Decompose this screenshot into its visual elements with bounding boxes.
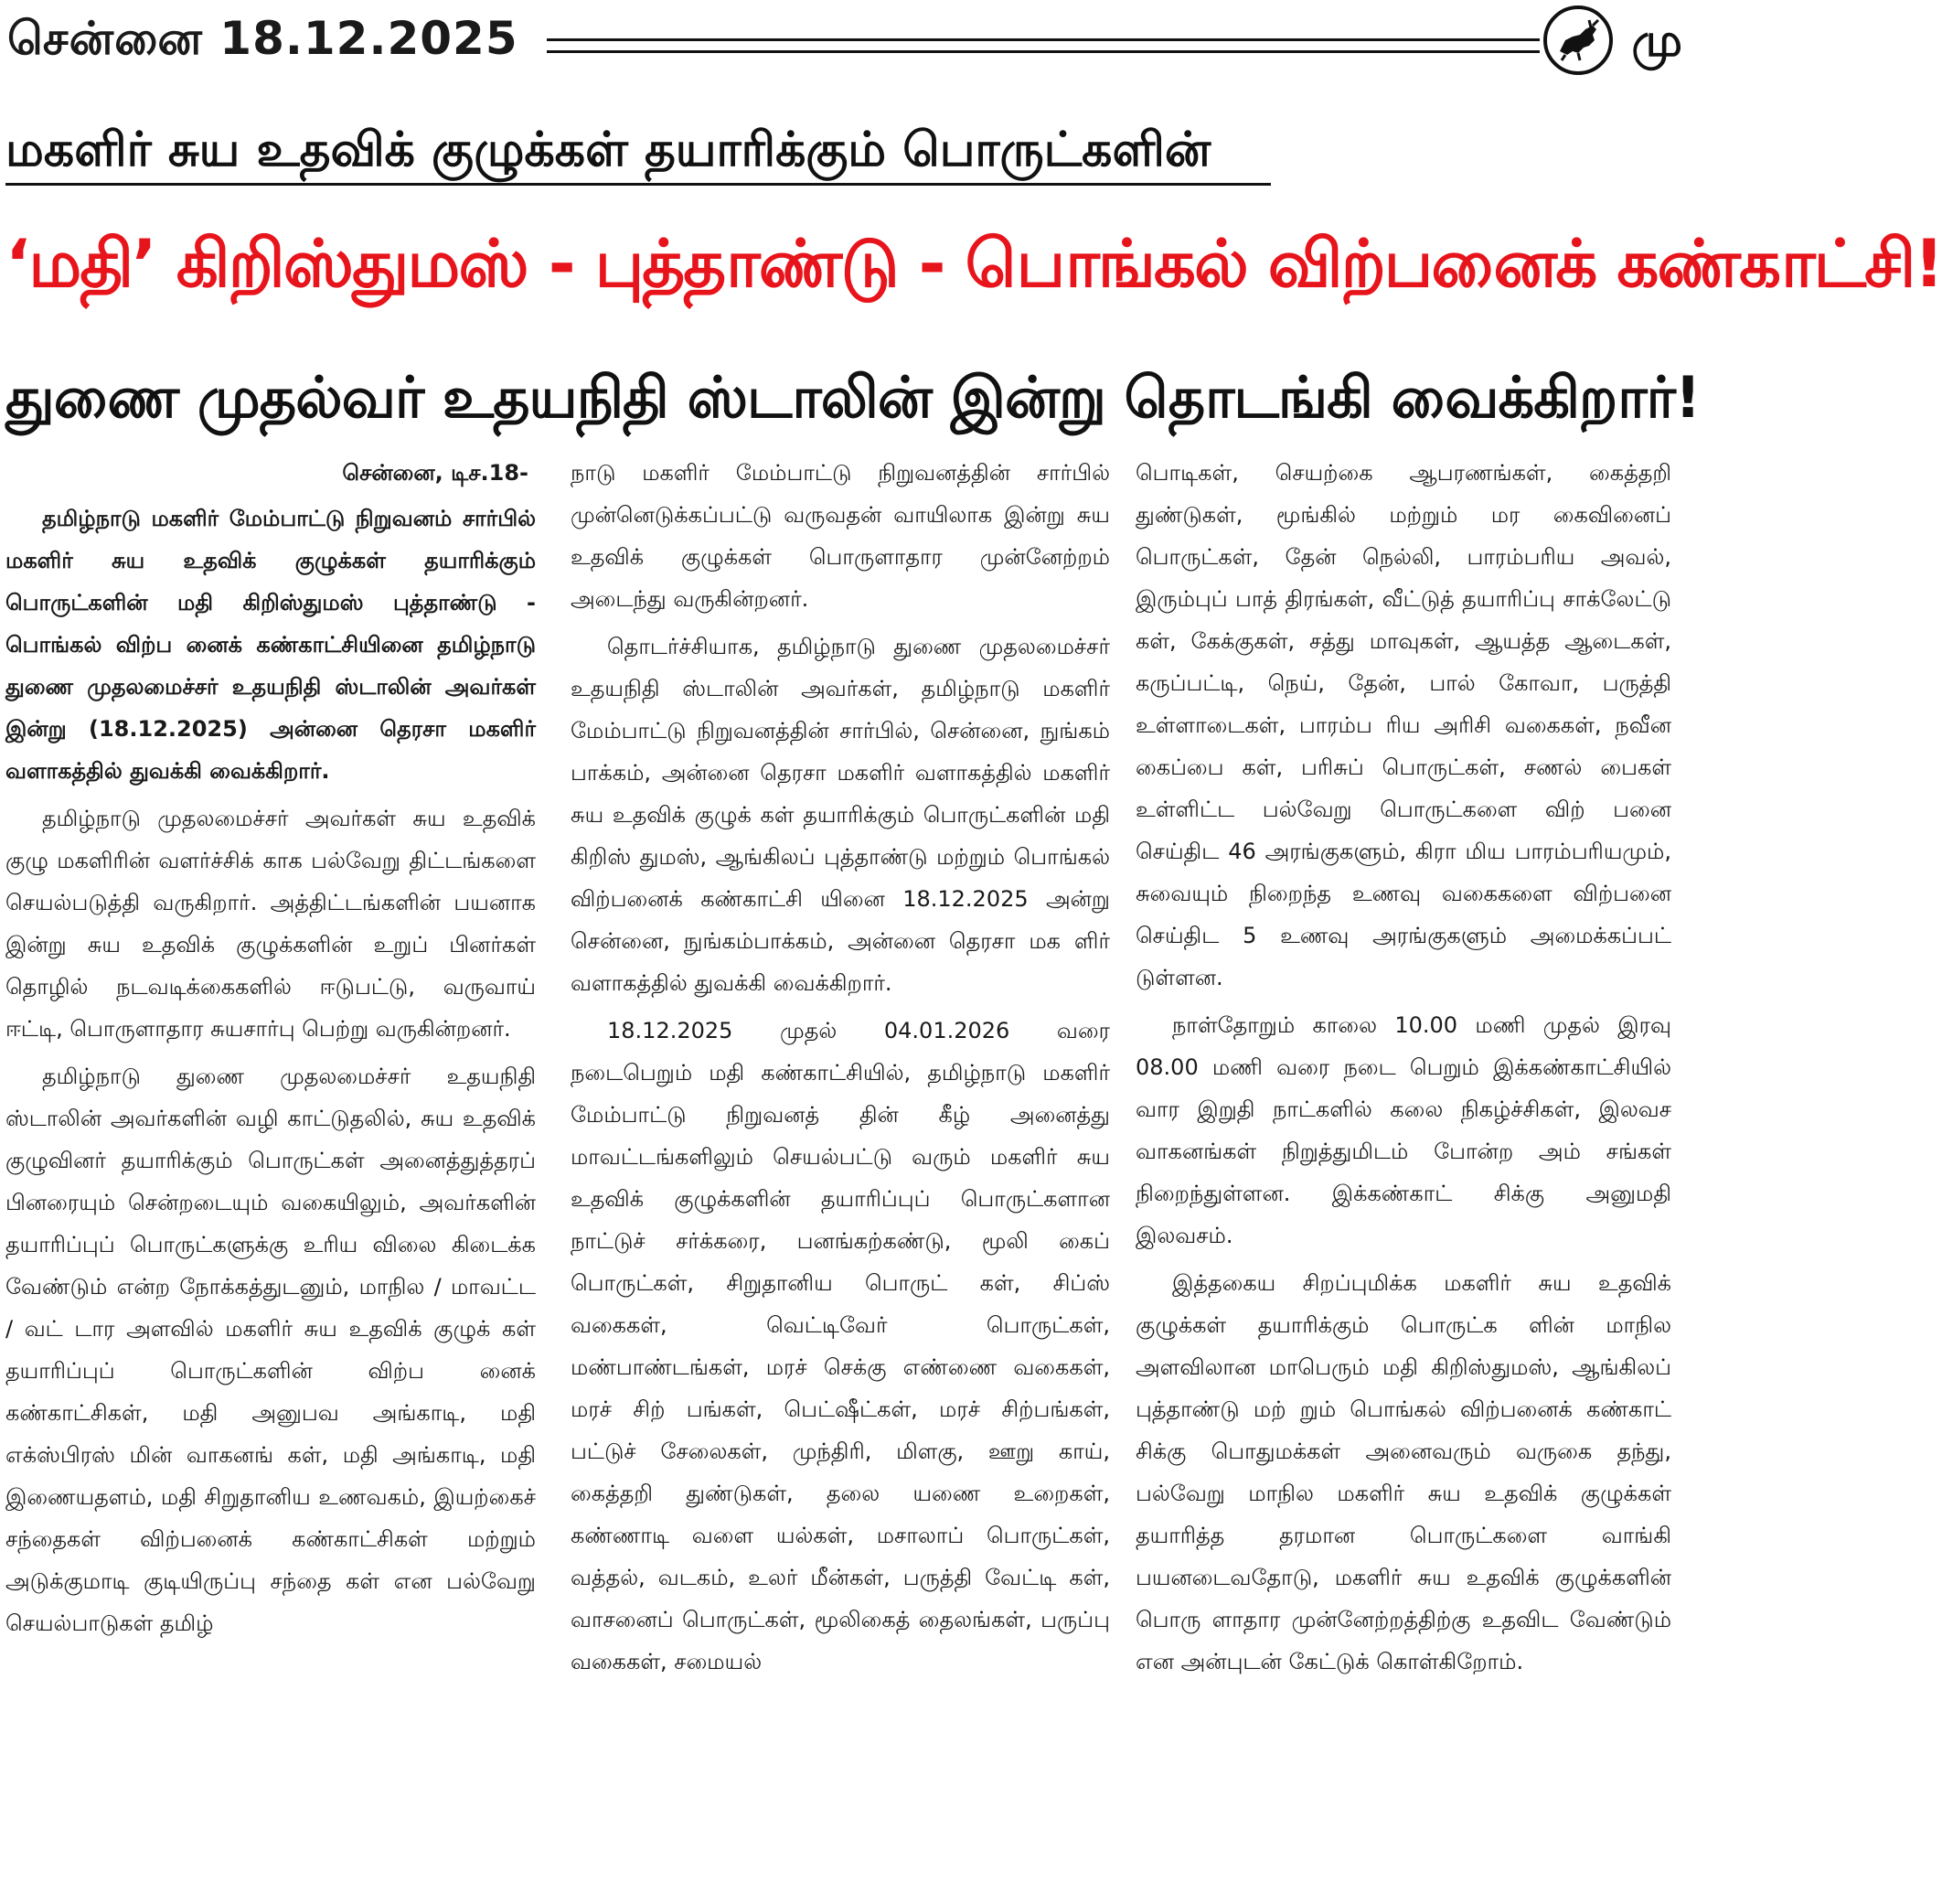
article-body — [5, 452, 1671, 1904]
masthead-cut-title: மு — [1631, 14, 1682, 67]
paragraph: 18.12.2025 முதல் 04.01.2026 வரை நடைபெறும் மதி கண்காட்சியில், தமிழ்நாடு மகளிர் மேம்பாட்டு நிறுவனத் தின் கீழ் அனைத்து மாவட்டங்களிலும் செயல்பட்டு வரும் மகளிர் சுய உதவிக் குழுக்களின் தயாரிப்புப் பொருட்களான நாட்டுச் சர்க்கரை, பனங்கற்கண்டு, மூலி கைப் பொருட்கள், சிறுதானிய பொருட் கள், சிப்ஸ் வகைகள், வெட்டிவேர் பொருட்கள், மண்பாண்டங்கள், மரச் செக்கு எண்ணை வகைகள், மரச் சிற் பங்கள், பெட்ஷீட்கள், மரச் சிற்பங்கள், பட்டுச் சேலைகள், முந்திரி, மிளகு, ஊறு காய், கைத்தறி துண்டுகள், தலை யணை உறைகள், கண்ணாடி வளை யல்கள், மசாலாப் பொருட்கள், வத்தல், வடகம், உலர் மீன்கள், பருத்தி வேட்டி கள், வாசனைப் பொருட்கள், மூலிகைத் தைலங்கள், பருப்பு வகைகள், சமையல் — [571, 1018, 1110, 1674]
masthead — [7, 5, 1682, 79]
article-column-2 — [571, 452, 1110, 1904]
paragraph: இத்தகைய சிறப்புமிக்க மகளிர் சுய உதவிக் குழுக்கள் தயாரிக்கும் பொருட்க ளின் மாநில அளவிலான மாபெரும் மதி கிறிஸ்துமஸ், ஆங்கிலப் புத்தாண்டு மற் றும் பொங்கல் விற்பனைக் கண்காட் சிக்கு பொதுமக்கள் அனைவரும் வருகை தந்து, பல்வேறு மாநில மகளிர் சுய உதவிக் குழுக்கள் தயாரித்த தரமான பொருட்களை வாங்கி பயனடைவதோடு, மகளிர் சுய உதவிக் குழுக்களின் பொரு ளாதார முன்னேற்றத்திற்கு உதவிட வேண்டும் என அன்புடன் கேட்டுக் கொள்கிறோம். — [1136, 1270, 1671, 1674]
lead-paragraph: தமிழ்நாடு மகளிர் மேம்பாட்டு நிறுவனம் சார்பில் மகளிர் சுய உதவிக் குழுக்கள் தயாரிக்கும் பொருட்களின் மதி கிறிஸ்துமஸ் புத்தாண்டு - பொங்கல் விற்ப னைக் கண்காட்சியினை தமிழ்நாடு துணை முதலமைச்சர் உதயநிதி ஸ்டாலின் அவர்கள் இன்று (18.12.2025) அன்னை தெரசா மகளிர் வளாகத்தில் துவக்கி வைக்கிறார். — [5, 506, 536, 784]
dateline: சென்னை 18.12.2025 — [7, 12, 518, 65]
article-column-1 — [5, 452, 536, 1904]
paragraph: தமிழ்நாடு முதலமைச்சர் அவர்கள் சுய உதவிக் குழு மகளிரின் வளர்ச்சிக் காக பல்வேறு திட்டங்களை செயல்படுத்தி வருகிறார். அத்திட்டங்களின் பயனாக இன்று சுய உதவிக் குழுக்களின் உறுப் பினர்கள் தொழில் நடவடிக்கைகளில் ஈடுபட்டு, வருவாய் ஈட்டி, பொருளாதார சுயசார்பு பெற்று வருகின்றனர். — [5, 806, 536, 1042]
main-headline: ‘மதி’ கிறிஸ்துமஸ் - புத்தாண்டு - பொங்கல் விற்பனைக் கண்காட்சி! — [5, 225, 1942, 302]
bull-emblem-icon — [1543, 5, 1613, 75]
sub-headline: துணை முதல்வர் உதயநிதி ஸ்டாலின் இன்று தொடங்கி வைக்கிறார்! — [5, 364, 1701, 431]
article-column-3 — [1136, 452, 1671, 1904]
paragraph: நாள்தோறும் காலை 10.00 மணி முதல் இரவு 08.00 மணி வரை நடை பெறும் இக்கண்காட்சியில் வார இறுதி நாட்களில் கலை நிகழ்ச்சிகள், இலவச வாகனங்கள் நிறுத்துமிடம் போன்ற அம் சங்கள் நிறைந்துள்ளன. இக்கண்காட் சிக்கு அனுமதி இலவசம். — [1136, 1012, 1671, 1248]
paragraph: பொடிகள், செயற்கை ஆபரணங்கள், கைத்தறி துண்டுகள், மூங்கில் மற்றும் மர கைவினைப் பொருட்கள், தேன் நெல்லி, பாரம்பரிய அவல், இரும்புப் பாத் திரங்கள், வீட்டுத் தயாரிப்பு சாக்லேட்டு கள், கேக்குகள், சத்து மாவுகள், ஆயத்த ஆடைகள், கருப்பட்டி, நெய், தேன், பால் கோவா, பருத்தி உள்ளாடைகள், பாரம்ப ரிய அரிசி வகைகள், நவீன கைப்பை கள், பரிசுப் பொருட்கள், சணல் பைகள் உள்ளிட்ட பல்வேறு பொருட்களை விற் பனை செய்திட 46 அரங்குகளும், கிரா மிய பாரம்பரியமும், சுவையும் நிறைந்த உணவு வகைகளை விற்பனை செய்திட 5 உணவு அரங்குகளும் அமைக்கப்பட் டுள்ளன. — [1136, 460, 1671, 990]
paragraph: தமிழ்நாடு துணை முதலமைச்சர் உதயநிதி ஸ்டாலின் அவர்களின் வழி காட்டுதலில், சுய உதவிக் குழுவினர் தயாரிக்கும் பொருட்கள் அனைத்துத்தரப் பினரையும் சென்றடையும் வகையிலும், அவர்களின் தயாரிப்புப் பொருட்களுக்கு உரிய விலை கிடைக்க வேண்டும் என்ற நோக்கத்துடனும், மாநில / மாவட்ட / வட் டார அளவில் மகளிர் சுய உதவிக் குழுக் கள் தயாரிப்புப் பொருட்களின் விற்ப னைக் கண்காட்சிகள், மதி அனுபவ அங்காடி, மதி எக்ஸ்பிரஸ் மின் வாகனங் கள், மதி அங்காடி, மதி இணையதளம், மதி சிறுதானிய உணவகம், இயற்கைச் சந்தைகள் விற்பனைக் கண்காட்சிகள் மற்றும் அடுக்குமாடி குடியிருப்பு சந்தை கள் என பல்வேறு செயல்பாடுகள் தமிழ் — [5, 1064, 536, 1636]
paragraph: தொடர்ச்சியாக, தமிழ்நாடு துணை முதலமைச்சர் உதயநிதி ஸ்டாலின் அவர்கள், தமிழ்நாடு மகளிர் மேம்பாட்டு நிறுவனத்தின் சார்பில், சென்னை, நுங்கம் பாக்கம், அன்னை தெரசா மகளிர் வளாகத்தில் மகளிர் சுய உதவிக் குழுக் கள் தயாரிக்கும் பொருட்களின் மதி கிறிஸ் துமஸ், ஆங்கிலப் புத்தாண்டு மற்றும் பொங்கல் விற்பனைக் கண்காட்சி யினை 18.12.2025 அன்று சென்னை, நுங்கம்பாக்கம், அன்னை தெரசா மக ளிர் வளாகத்தில் துவக்கி வைக்கிறார். — [571, 634, 1110, 996]
masthead-rule — [547, 38, 1540, 53]
kicker-headline: மகளிர் சுய உதவிக் குழுக்கள் தயாரிக்கும் பொருட்களின் — [5, 117, 1271, 186]
bull-emblem-graphic — [1547, 9, 1609, 71]
paragraph: நாடு மகளிர் மேம்பாட்டு நிறுவனத்தின் சார்பில் முன்னெடுக்கப்பட்டு வருவதன் வாயிலாக இன்று சுய உதவிக் குழுக்கள் பொருளாதார முன்னேற்றம் அடைந்து வருகின்றனர். — [571, 460, 1110, 612]
place-dateline: சென்னை, டிச.18- — [342, 460, 528, 486]
